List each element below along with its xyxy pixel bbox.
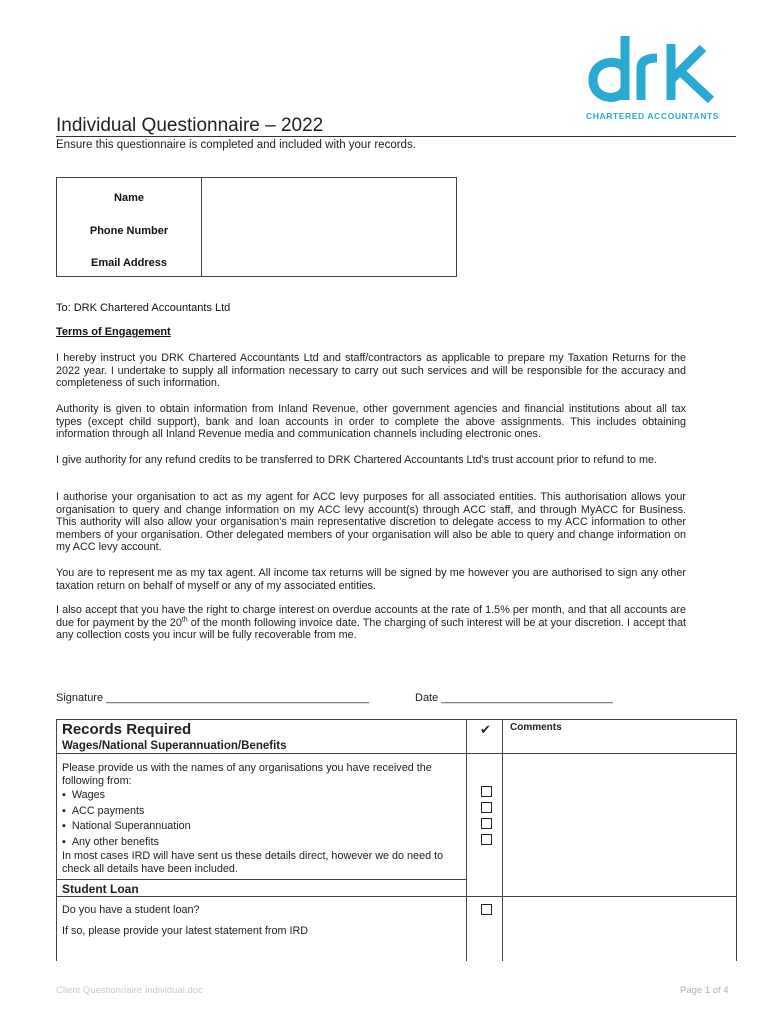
list-item: ▪ National Superannuation [62, 820, 191, 832]
other-benefits-checkbox[interactable] [481, 834, 492, 845]
drk-logo [585, 28, 725, 124]
row-divider-student-heading [56, 879, 466, 880]
footer-filename: Client Questionnaire Individual.doc [56, 985, 203, 996]
phone-field[interactable] [202, 211, 456, 244]
list-item: ▪ ACC payments [62, 804, 145, 817]
wages-items-list [62, 788, 462, 850]
superannuation-checkbox[interactable] [481, 818, 492, 829]
table-border-left [56, 719, 57, 961]
list-item: ▪ Wages [62, 789, 106, 801]
column-divider-check [466, 719, 467, 961]
wages-checkbox[interactable] [481, 786, 492, 797]
email-field[interactable] [202, 244, 456, 277]
page-subtitle: Ensure this questionnaire is completed and included with your records. [56, 139, 416, 151]
page-title: Individual Questionnaire – 2022 [56, 115, 324, 136]
terms-paragraph-3: I give authority for any refund credits to be transferred to DRK Chartered Accountants Ltd's trust account prior to refund to me. [56, 454, 657, 466]
ordinal-superscript: th [181, 616, 188, 623]
signature-line[interactable]: Signature ___________________________________________ [56, 692, 370, 704]
footer-page-number: Page 1 of 4 [680, 985, 729, 996]
acc-checkbox[interactable] [481, 802, 492, 813]
addressee-line: To: DRK Chartered Accountants Ltd [56, 302, 231, 314]
terms-paragraph-6-b: of the month following invoice date. The charging of such interest will be at your discretion. I accept that any collection costs you incur will be fully recoverable from me. [56, 616, 686, 642]
list-item: ▪ Any other benefits [62, 835, 159, 848]
terms-paragraph-6 [56, 604, 686, 642]
terms-paragraph-4: I authorise your organisation to act as my agent for ACC levy purposes for all associated entities. This authorisation allows your organisation to query and change information on my ACC levy account(s) through ACC staff, and through MyACC for Business. This authority will also allow your organisation's main representative discretion to delegate access to my ACC information to other members of your organisation. Other delegated members of your organisation will also be able to query and change information on my ACC levy account. [56, 491, 686, 554]
email-label: Email Address [90, 257, 167, 269]
records-heading: Records Required [62, 721, 192, 738]
terms-paragraph-6-a: I also accept that you have the right to charge interest on overdue accounts at the rate of 1.5% per month, and that all accounts are due for payment by the 20 [56, 604, 686, 629]
wages-intro: Please provide us with the names of any organisations you have received the following from: [62, 762, 432, 787]
comments-column-header: Comments [510, 722, 562, 733]
phone-label: Phone Number [89, 225, 169, 237]
date-line[interactable]: Date ____________________________ [415, 692, 613, 704]
terms-heading: Terms of Engagement [56, 326, 171, 338]
student-loan-heading: Student Loan [62, 882, 139, 896]
wages-note: In most cases IRD will have sent us these details direct, however we do need to check all details have been included. [62, 850, 444, 875]
student-loan-checkbox[interactable] [481, 904, 492, 915]
terms-paragraph-5: You are to represent me as my tax agent. All income tax returns will be signed by me however you are authorised to sign any other taxation return on behalf of myself or any of my associated entities. [56, 567, 686, 592]
student-loan-question: Do you have a student loan? [62, 904, 200, 916]
logo-subtitle: CHARTERED ACCOUNTANTS [586, 111, 720, 121]
client-details-table [56, 177, 457, 277]
check-column-header: ✔ [480, 722, 491, 737]
student-loan-comments-field[interactable] [503, 897, 736, 961]
student-loan-request: If so, please provide your latest statement from IRD [62, 925, 309, 937]
terms-paragraph-2: Authority is given to obtain information from Inland Revenue, other government agencies and financial institutions about all tax types (except child support), bank and loan accounts in order to complete the above assignments. This includes obtaining information through all Inland Revenue media and communication channels including electronic ones. [56, 403, 686, 441]
name-field[interactable] [202, 178, 456, 211]
name-label: Name [114, 192, 144, 204]
title-divider [56, 136, 736, 137]
terms-paragraph-1: I hereby instruct you DRK Chartered Accountants Ltd and staff/contractors as applicable to prepare my Taxation Returns for the 2022 year. I undertake to supply all information necessary to carry out such services and will be responsible for the accuracy and completeness of such information. [56, 352, 686, 390]
wages-heading: Wages/National Superannuation/Benefits [62, 740, 287, 752]
table-border-top [56, 719, 737, 720]
records-table [56, 719, 737, 961]
table-border-right [736, 719, 737, 961]
wages-comments-field[interactable] [503, 754, 736, 896]
